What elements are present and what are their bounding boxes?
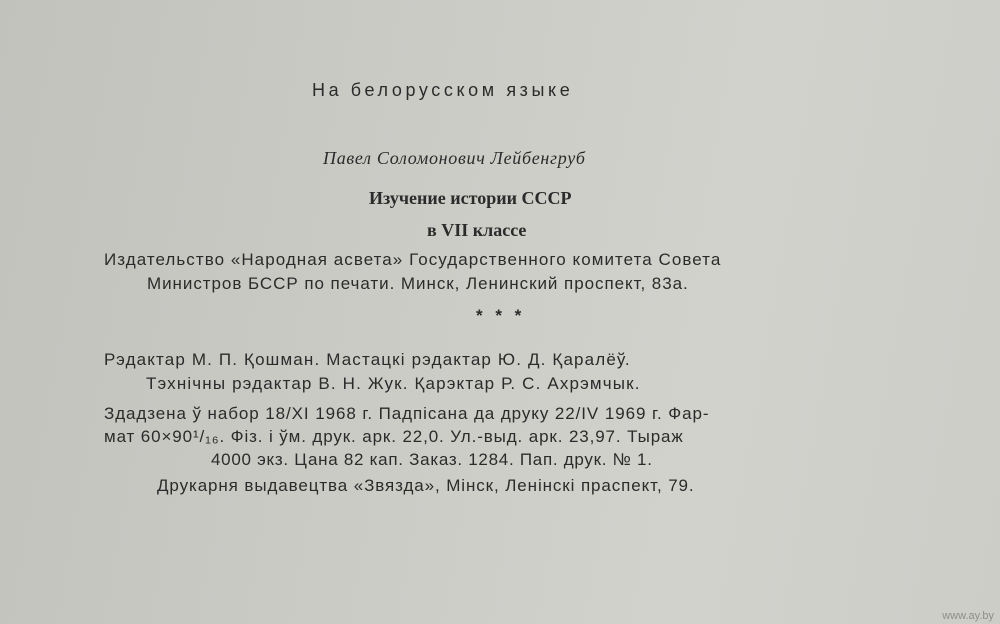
printing-house-line: Друкарня выдавецтва «Звязда», Мінск, Ленінскі праспект, 79. bbox=[157, 476, 695, 495]
watermark: www.ay.by bbox=[942, 610, 994, 622]
print-details-line-3: 4000 экз. Цана 82 кап. Заказ. 1284. Пап. друк. № 1. bbox=[211, 450, 653, 469]
publisher-line-1: Издательство «Народная асвета» Государственного комитета Совета bbox=[104, 250, 722, 269]
publisher-line-2: Министров БССР по печати. Минск, Ленинский проспект, 83а. bbox=[147, 274, 689, 293]
author-name: Павел Соломонович Лейбенгруб bbox=[323, 148, 586, 168]
section-separator: * * * bbox=[476, 306, 526, 325]
credits-line-1: Рэдактар М. П. Қошман. Мастацкі рэдактар Ю. Д. Қаралёў. bbox=[104, 350, 631, 369]
language-note: На белорусском языке bbox=[312, 80, 574, 100]
print-details-line-2: мат 60×90¹/₁₆. Фіз. і ўм. друк. арк. 22,0. Ул.-выд. арк. 23,97. Тыраж bbox=[104, 427, 684, 446]
credits-line-2: Тэхнічны рэдактар В. Н. Жук. Қарэктар Р. С. Ахрэмчык. bbox=[146, 374, 641, 393]
print-details-line-1: Здадзена ў набор 18/XI 1968 г. Падпісана да друку 22/IV 1969 г. Фар- bbox=[104, 404, 710, 423]
book-title-line-2: в VII классе bbox=[427, 220, 527, 240]
book-title-line-1: Изучение истории СССР bbox=[369, 188, 572, 208]
